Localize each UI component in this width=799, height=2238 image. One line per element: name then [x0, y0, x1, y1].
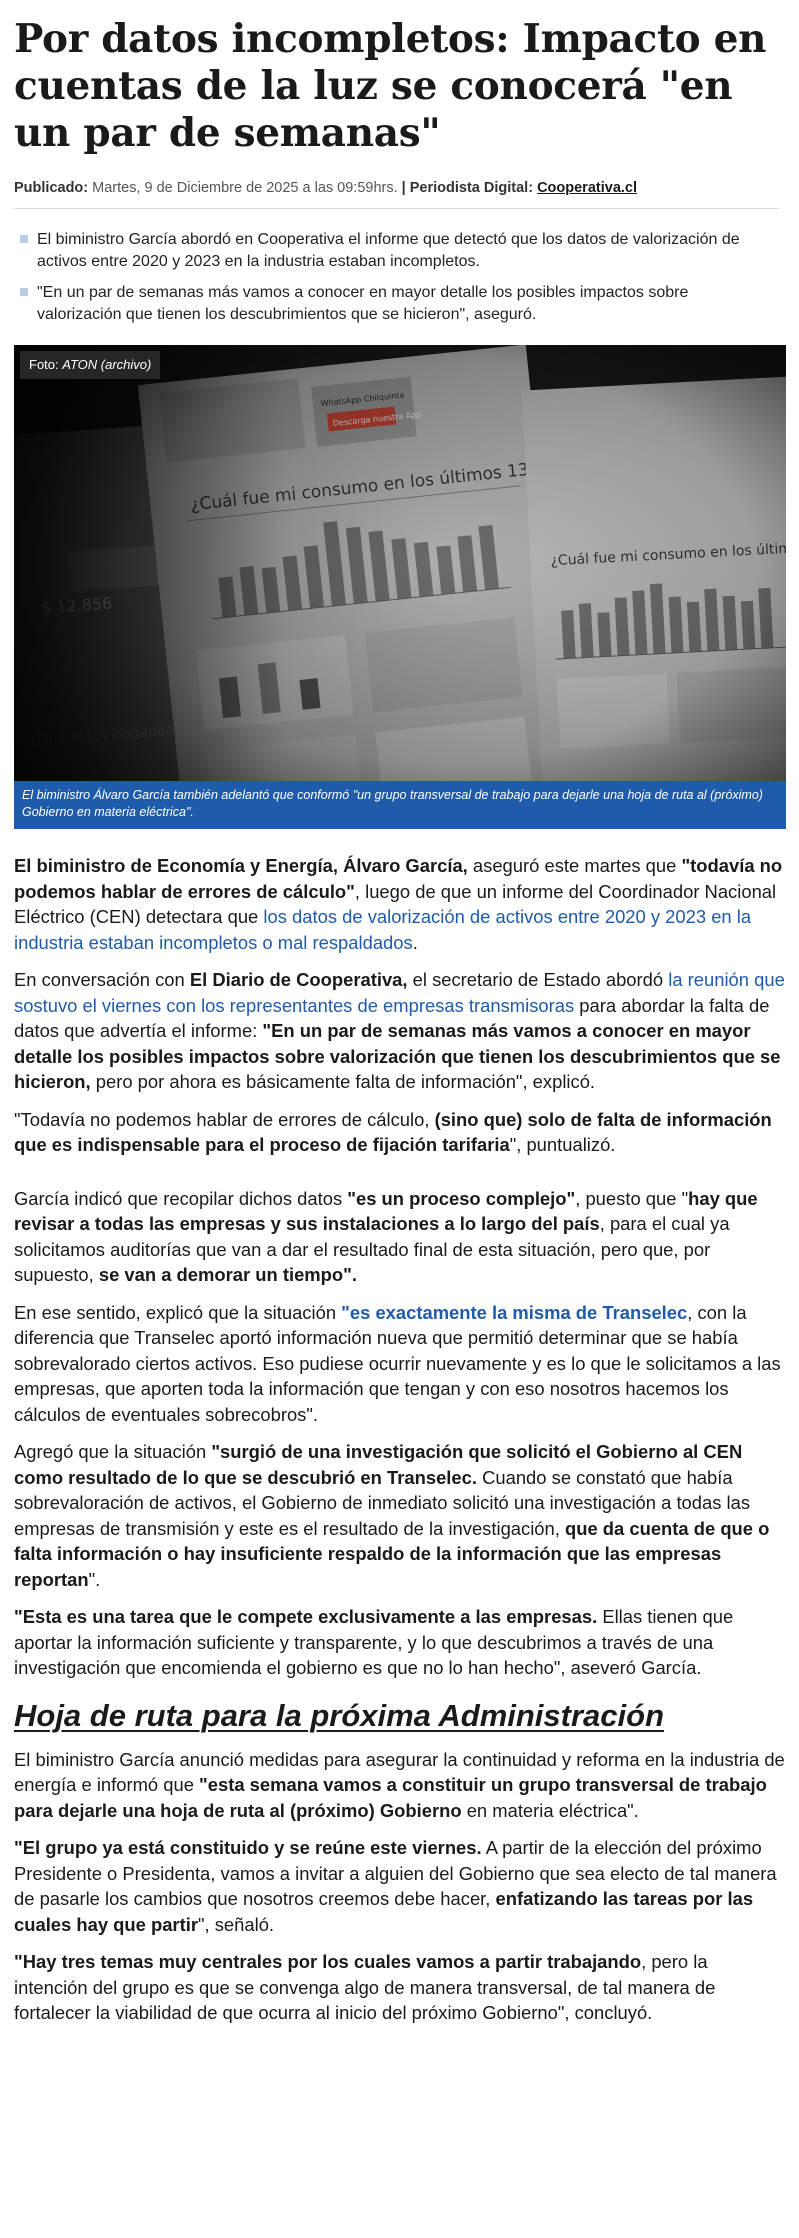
section-subheading: Hoja de ruta para la próxima Administración — [14, 1697, 665, 1733]
text: , luego de que un informe del Coordinador Nacional Eléctrico (CEN) detectara que — [14, 880, 777, 927]
bold-text: "todavía no podemos hablar de errores de cálculo" — [14, 855, 783, 902]
text: , para el cual ya solicitamos auditorías que van a dar el resultado final de esta situación, pero que, por supuesto, — [14, 1213, 730, 1285]
summary-text: El biministro García abordó en Cooperativa el informe que detectó que los datos de valorización de activos entre 2020 y 2023 en la industria estaban incompletos. — [37, 231, 740, 270]
paragraph — [14, 853, 786, 955]
paragraph — [14, 967, 786, 1095]
publish-date: Martes, 9 de Diciembre de 2025 a las 09:59hrs. — [92, 180, 398, 196]
article-body — [14, 853, 786, 2026]
photo-caption: El biministro Álvaro García también adelantó que conformó "un grupo transversal de trabajo para dejarle una hoja de ruta al (próximo) Gobierno en materia eléctrica". — [14, 781, 786, 829]
text: Cuando se constató que había sobrevaloración de activos, el Gobierno de inmediato solicitó una investigación a todas las empresas de transmisión y este es el resultado de la investigación, — [14, 1466, 751, 1539]
byline — [14, 177, 779, 209]
text: ". — [88, 1568, 101, 1590]
paragraph — [14, 1604, 786, 1681]
bold-text: enfatizando las tareas por las cuales hay que partir — [14, 1888, 754, 1935]
text: A partir de la elección del próximo Presidente o Presidenta, vamos a invitar a alguien del Gobierno que sea electo de tal manera de pasarle los cambios que nosotros creemos debe hacer, — [14, 1837, 777, 1909]
paragraph — [14, 1439, 786, 1592]
text: Agregó que la situación — [14, 1441, 212, 1462]
paragraph — [14, 1747, 786, 1824]
text: . — [412, 931, 418, 953]
bold-text: "esta semana vamos a constituir un grupo transversal de trabajo para dejarle una hoja de ruta al (próximo) Gobierno — [14, 1774, 767, 1821]
inline-link[interactable]: la reunión que sostuvo el viernes con los representantes de empresas transmisoras — [14, 969, 785, 1016]
summary-item — [20, 229, 765, 272]
text: El biministro García anunció medidas para asegurar la continuidad y reforma en la industria de energía e informó que — [14, 1748, 785, 1795]
text: En ese sentido, explicó que la situación — [14, 1301, 342, 1323]
text: ", puntualizó. — [509, 1134, 616, 1155]
text: en materia eléctrica". — [461, 1799, 639, 1821]
summary-list — [20, 229, 779, 325]
paragraph — [14, 1186, 786, 1288]
paragraph — [14, 1300, 786, 1428]
bold-text: "El grupo ya está constituido y se reúne este viernes. — [14, 1837, 482, 1858]
text: para abordar la falta de datos que advertía el informe: — [14, 994, 770, 1041]
text: , con la diferencia que Transelec aportó información nueva que permitió determinar que se había sobrevalorado ciertos activos. Eso pudiese ocurrir nuevamente y es lo que le solicitamos a las empresas, que aporten toda la información que tengan y con eso nosotros hacemos los cálculos de eventuales sobrecobros". — [14, 1301, 781, 1425]
bold-text: "Esta es una tarea que le compete exclusivamente a las empresas. — [14, 1606, 598, 1627]
reporter-label: Periodista Digital: — [409, 180, 534, 196]
bold-text: (sino que) solo de falta de información que es indispensable para el proceso de fijación tarifaria — [14, 1108, 772, 1155]
paragraph — [14, 1949, 786, 2026]
text: García indicó que recopilar dichos datos — [14, 1187, 348, 1209]
photo-credit — [20, 351, 160, 379]
text: Ellas tienen que aportar la información suficiente y transparente, y lo que descubrimos a través de una investigación que encomienda el gobierno es que no lo han hecho", aseveró García. — [14, 1606, 734, 1678]
bold-text: "es un proceso complejo" — [347, 1187, 576, 1209]
published-label: Publicado: — [14, 180, 89, 196]
bold-link-text: "es exactamente la misma de Transelec — [341, 1301, 688, 1323]
bold-text: El biministro de Economía y Energía, Álvaro García, — [14, 855, 468, 876]
paragraph — [14, 1107, 786, 1158]
reporter-link[interactable]: Cooperativa.cl — [537, 180, 637, 196]
text: el secretario de Estado abordó — [407, 969, 669, 990]
text: ", señaló. — [197, 1913, 275, 1935]
text: "Todavía no podemos hablar de errores de cálculo, — [14, 1108, 435, 1130]
byline-separator: | — [401, 180, 406, 196]
electricity-bill-photo — [14, 345, 786, 829]
photo-credit-source: ATON (archivo) — [62, 357, 152, 372]
text: pero por ahora es básicamente falta de información", explicó. — [90, 1071, 596, 1092]
bold-text: hay que revisar a todas las empresas y sus instalaciones a lo largo del país — [14, 1187, 758, 1234]
summary-text: "En un par de semanas más vamos a conocer en mayor detalle los posibles impactos sobre valorización que tienen los descubrimientos que se hicieron", aseguró. — [37, 284, 689, 323]
photo-credit-label: Foto: — [29, 357, 59, 372]
text: aseguró este martes que — [467, 855, 682, 876]
text: , pero la intención del grupo es que se convenga algo de manera transversal, de tal manera de fortalecer la viabilidad de que ocurra al inicio del próximo Gobierno", concluyó. — [14, 1951, 716, 2023]
paragraph — [14, 1835, 786, 1937]
summary-item — [20, 282, 765, 325]
article-photo — [14, 345, 786, 829]
bullet-square-icon — [20, 288, 28, 296]
bold-text: que da cuenta de que o falta información o hay insuficiente respaldo de la información que las empresas reportan — [14, 1517, 770, 1590]
article-title: Por datos incompletos: Impacto en cuentas de la luz se conocerá "en un par de semanas" — [14, 16, 767, 156]
inline-link[interactable] — [341, 1302, 687, 1323]
bold-text: "surgió de una investigación que solicitó el Gobierno al CEN como resultado de lo que se descubrió en Transelec. — [14, 1441, 743, 1488]
bold-text: El Diario de Cooperativa, — [189, 969, 408, 990]
bold-text: "En un par de semanas más vamos a conocer en mayor detalle los posibles impactos sobre valorización que tienen los descubrimientos que se hicieron, — [14, 1020, 781, 1092]
inline-link[interactable]: los datos de valorización de activos entre 2020 y 2023 en la industria estaban incompletos o mal respaldados — [14, 906, 752, 953]
bullet-square-icon — [20, 235, 28, 243]
bold-text: "Hay tres temas muy centrales por los cuales vamos a partir trabajando — [14, 1951, 642, 1972]
text: , puesto que " — [575, 1187, 689, 1209]
text: En conversación con — [14, 969, 190, 990]
bold-text: se van a demorar un tiempo". — [98, 1264, 357, 1285]
